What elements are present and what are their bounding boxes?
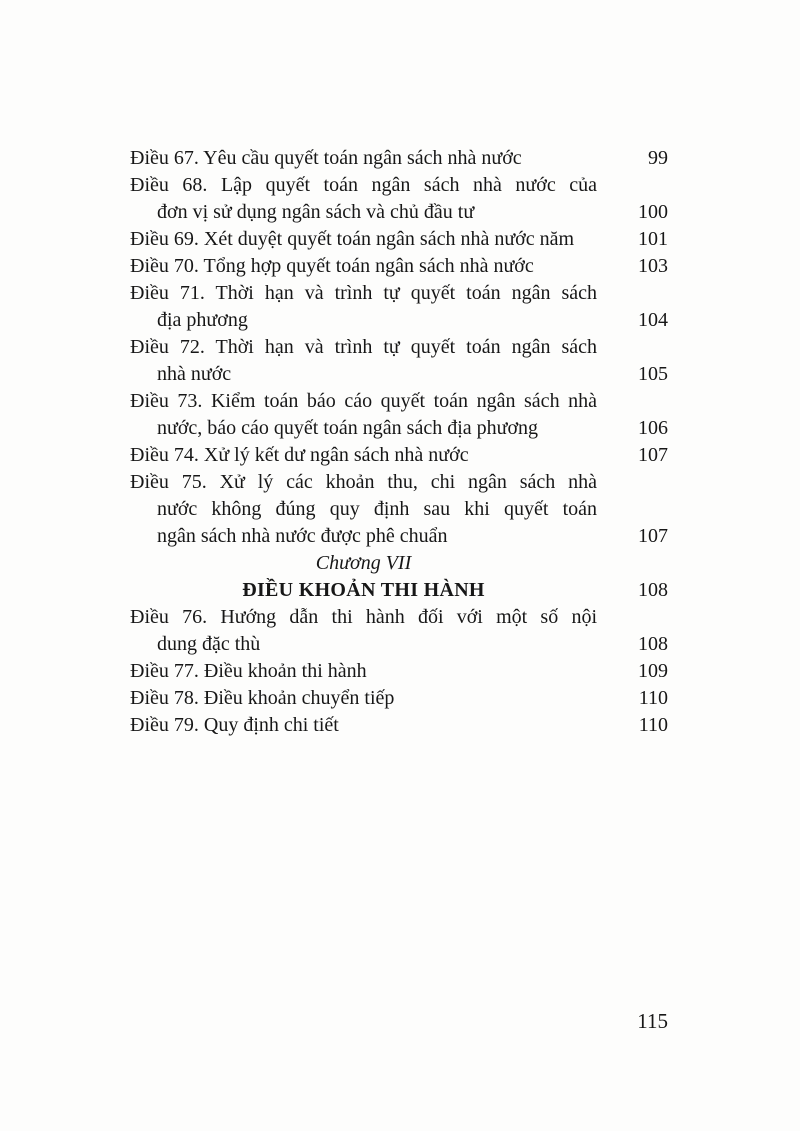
toc-row: [130, 334, 668, 361]
toc-row: [130, 199, 668, 226]
toc-line: Điều 71. Thời hạn và trình tự quyết toán ngân sách: [130, 282, 597, 304]
toc-page-number: 99: [648, 147, 668, 169]
toc-row: [130, 469, 668, 496]
toc-page-number: 109: [638, 660, 668, 682]
toc-page-number: 104: [638, 309, 668, 331]
toc-row: [130, 361, 668, 388]
toc-line: đơn vị sử dụng ngân sách và chủ đầu tư: [157, 201, 475, 223]
chapter-row: [130, 550, 668, 577]
toc-row: [130, 712, 668, 739]
toc-line: ngân sách nhà nước được phê chuẩn: [157, 525, 448, 547]
toc-page-number: 105: [638, 363, 668, 385]
toc-line: Điều 67. Yêu cầu quyết toán ngân sách nhà nước: [130, 147, 522, 169]
toc-row: [130, 658, 668, 685]
toc-line: nhà nước: [157, 363, 232, 385]
toc-line: Điều 74. Xử lý kết dư ngân sách nhà nước: [130, 444, 469, 466]
toc-row: [130, 604, 668, 631]
toc-row: [130, 496, 668, 523]
toc-row: [130, 631, 668, 658]
toc-row: [130, 307, 668, 334]
page-number-footer: 115: [637, 1009, 668, 1033]
chapter-label: Chương VII: [315, 552, 412, 574]
toc-line: Điều 79. Quy định chi tiết: [130, 714, 339, 736]
toc-row: [130, 172, 668, 199]
toc-line: Điều 78. Điều khoản chuyển tiếp: [130, 687, 395, 709]
toc-line: Điều 69. Xét duyệt quyết toán ngân sách nhà nước năm: [130, 228, 575, 250]
toc-row: [130, 442, 668, 469]
toc-line: dung đặc thù: [157, 633, 261, 655]
table-of-contents: [130, 145, 668, 739]
toc-row: [130, 145, 668, 172]
toc-line: địa phương: [157, 309, 248, 331]
toc-page-number: 101: [638, 228, 668, 250]
toc-row: [130, 415, 668, 442]
toc-page-number: 107: [638, 444, 668, 466]
toc-row: [130, 253, 668, 280]
chapter-row: [130, 577, 668, 604]
toc-line: Điều 77. Điều khoản thi hành: [130, 660, 367, 682]
toc-row: [130, 388, 668, 415]
toc-page-number: 108: [638, 633, 668, 655]
toc-line: Điều 75. Xử lý các khoản thu, chi ngân sách nhà: [130, 471, 597, 493]
toc-row: [130, 523, 668, 550]
toc-page-number: 110: [638, 687, 668, 709]
toc-page-number: 106: [638, 417, 668, 439]
toc-line: Điều 73. Kiểm toán báo cáo quyết toán ngân sách nhà: [130, 390, 597, 412]
toc-row: [130, 280, 668, 307]
toc-line: nước, báo cáo quyết toán ngân sách địa phương: [157, 417, 539, 439]
chapter-title: ĐIỀU KHOẢN THI HÀNH: [242, 579, 485, 601]
toc-page-number: 108: [638, 579, 668, 601]
toc-page-number: 110: [638, 714, 668, 736]
toc-line: nước không đúng quy định sau khi quyết toán: [157, 498, 597, 520]
toc-page-number: 107: [638, 525, 668, 547]
toc-line: Điều 76. Hướng dẫn thi hành đối với một số nội: [130, 606, 597, 628]
toc-row: [130, 226, 668, 253]
toc-line: Điều 70. Tổng hợp quyết toán ngân sách nhà nước: [130, 255, 534, 277]
toc-line: Điều 72. Thời hạn và trình tự quyết toán ngân sách: [130, 336, 597, 358]
toc-line: Điều 68. Lập quyết toán ngân sách nhà nước của: [130, 174, 597, 196]
toc-page-number: 100: [638, 201, 668, 223]
toc-page-number: 103: [638, 255, 668, 277]
toc-row: [130, 685, 668, 712]
